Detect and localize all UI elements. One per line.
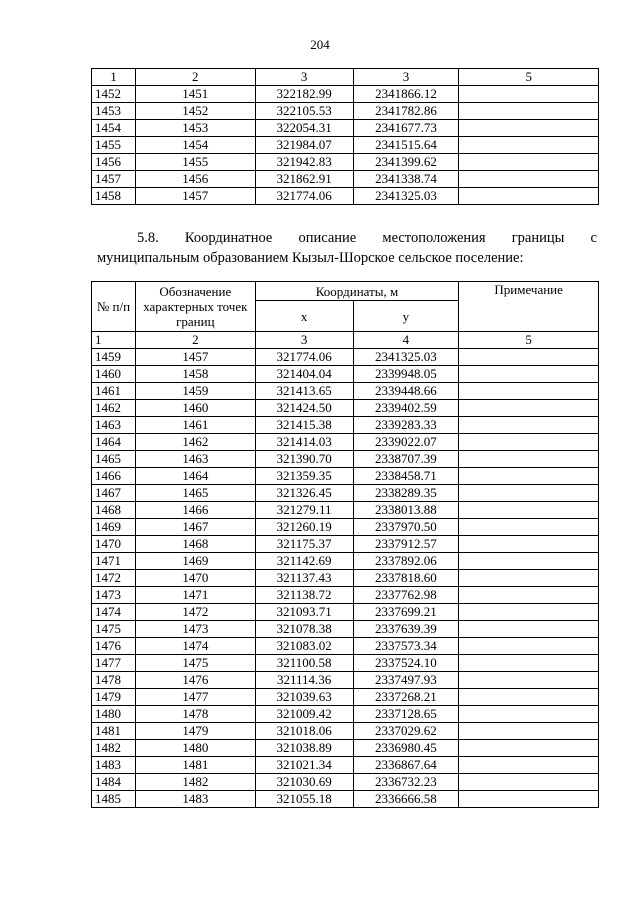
cell-number: 1484 <box>92 774 136 791</box>
heading-word: описание <box>298 230 357 246</box>
cell-note <box>459 655 599 672</box>
cell-number: 1466 <box>92 468 136 485</box>
cell-note <box>459 570 599 587</box>
cell-number: 1453 <box>92 103 136 120</box>
cell-y: 2337573.34 <box>353 638 459 655</box>
cell-y: 2337699.21 <box>353 604 459 621</box>
header-x: x <box>255 301 353 332</box>
cell-y: 2336867.64 <box>353 757 459 774</box>
index-cell: 5 <box>459 332 599 349</box>
cell-number: 1477 <box>92 655 136 672</box>
table-row <box>92 171 599 188</box>
header-y: y <box>353 301 459 332</box>
cell-point: 1480 <box>135 740 255 757</box>
header-cell: 3 <box>353 69 459 86</box>
cell-note <box>459 621 599 638</box>
cell-note <box>459 154 599 171</box>
cell-x: 321862.91 <box>255 171 353 188</box>
cell-point: 1469 <box>135 553 255 570</box>
cell-number: 1456 <box>92 154 136 171</box>
cell-y: 2341338.74 <box>353 171 459 188</box>
cell-x: 321175.37 <box>255 536 353 553</box>
table-row <box>92 723 599 740</box>
header-point: Обозначение характерных точек границ <box>135 282 255 332</box>
cell-x: 321774.06 <box>255 188 353 205</box>
cell-number: 1452 <box>92 86 136 103</box>
cell-x: 321404.04 <box>255 366 353 383</box>
cell-note <box>459 366 599 383</box>
cell-note <box>459 791 599 808</box>
header-cell: 2 <box>135 69 255 86</box>
cell-x: 321083.02 <box>255 638 353 655</box>
cell-note <box>459 188 599 205</box>
cell-y: 2337524.10 <box>353 655 459 672</box>
cell-x: 321114.36 <box>255 672 353 689</box>
table-row <box>92 757 599 774</box>
cell-y: 2338289.35 <box>353 485 459 502</box>
table-row <box>92 349 599 366</box>
cell-point: 1454 <box>135 137 255 154</box>
table-row <box>92 366 599 383</box>
cell-y: 2341677.73 <box>353 120 459 137</box>
cell-point: 1466 <box>135 502 255 519</box>
index-cell: 3 <box>255 332 353 349</box>
index-cell: 4 <box>353 332 459 349</box>
cell-x: 321984.07 <box>255 137 353 154</box>
table-row <box>92 400 599 417</box>
table-row <box>92 706 599 723</box>
table-row <box>92 638 599 655</box>
cell-y: 2341325.03 <box>353 188 459 205</box>
cell-y: 2338707.39 <box>353 451 459 468</box>
cell-x: 321030.69 <box>255 774 353 791</box>
heading-word: с <box>590 230 597 246</box>
cell-x: 321038.89 <box>255 740 353 757</box>
table-row <box>92 519 599 536</box>
cell-point: 1478 <box>135 706 255 723</box>
cell-y: 2341782.86 <box>353 103 459 120</box>
cell-x: 321039.63 <box>255 689 353 706</box>
cell-note <box>459 451 599 468</box>
cell-point: 1465 <box>135 485 255 502</box>
table-row <box>92 154 599 171</box>
table-row <box>92 587 599 604</box>
cell-note <box>459 171 599 188</box>
cell-note <box>459 706 599 723</box>
cell-note <box>459 723 599 740</box>
cell-x: 321142.69 <box>255 553 353 570</box>
cell-note <box>459 689 599 706</box>
table-row <box>92 502 599 519</box>
table-row <box>92 383 599 400</box>
table-row <box>92 689 599 706</box>
cell-point: 1452 <box>135 103 255 120</box>
coordinates-table <box>91 281 599 808</box>
cell-y: 2338458.71 <box>353 468 459 485</box>
cell-note <box>459 86 599 103</box>
cell-number: 1469 <box>92 519 136 536</box>
cell-number: 1474 <box>92 604 136 621</box>
cell-note <box>459 349 599 366</box>
cell-x: 322105.53 <box>255 103 353 120</box>
cell-x: 321021.34 <box>255 757 353 774</box>
cell-y: 2336980.45 <box>353 740 459 757</box>
cell-x: 321093.71 <box>255 604 353 621</box>
cell-point: 1473 <box>135 621 255 638</box>
table-row <box>92 434 599 451</box>
cell-x: 321018.06 <box>255 723 353 740</box>
cell-y: 2341399.62 <box>353 154 459 171</box>
cell-y: 2339948.05 <box>353 366 459 383</box>
table-row <box>92 791 599 808</box>
cell-y: 2341325.03 <box>353 349 459 366</box>
cell-number: 1465 <box>92 451 136 468</box>
table-row <box>92 485 599 502</box>
table-row <box>92 672 599 689</box>
cell-y: 2337268.21 <box>353 689 459 706</box>
cell-point: 1483 <box>135 791 255 808</box>
cell-note <box>459 103 599 120</box>
cell-y: 2341866.12 <box>353 86 459 103</box>
cell-point: 1481 <box>135 757 255 774</box>
cell-x: 321078.38 <box>255 621 353 638</box>
cell-number: 1471 <box>92 553 136 570</box>
cell-point: 1479 <box>135 723 255 740</box>
table-row <box>92 137 599 154</box>
cell-y: 2339283.33 <box>353 417 459 434</box>
cell-number: 1476 <box>92 638 136 655</box>
cell-x: 321359.35 <box>255 468 353 485</box>
cell-x: 321415.38 <box>255 417 353 434</box>
cell-number: 1482 <box>92 740 136 757</box>
cell-number: 1461 <box>92 383 136 400</box>
cell-y: 2339448.66 <box>353 383 459 400</box>
cell-x: 321390.70 <box>255 451 353 468</box>
cell-point: 1451 <box>135 86 255 103</box>
cell-point: 1456 <box>135 171 255 188</box>
cell-point: 1474 <box>135 638 255 655</box>
cell-point: 1457 <box>135 349 255 366</box>
cell-note <box>459 137 599 154</box>
header-coordinates: Координаты, м <box>255 282 459 301</box>
header-number: № п/п <box>92 282 136 332</box>
cell-point: 1468 <box>135 536 255 553</box>
cell-x: 321009.42 <box>255 706 353 723</box>
cell-y: 2337029.62 <box>353 723 459 740</box>
cell-number: 1457 <box>92 171 136 188</box>
table-row <box>92 655 599 672</box>
cell-number: 1459 <box>92 349 136 366</box>
cell-number: 1463 <box>92 417 136 434</box>
cell-point: 1457 <box>135 188 255 205</box>
cell-y: 2338013.88 <box>353 502 459 519</box>
cell-number: 1483 <box>92 757 136 774</box>
cell-note <box>459 672 599 689</box>
index-cell: 1 <box>92 332 136 349</box>
cell-point: 1462 <box>135 434 255 451</box>
cell-y: 2339022.07 <box>353 434 459 451</box>
cell-y: 2336666.58 <box>353 791 459 808</box>
cell-y: 2337639.39 <box>353 621 459 638</box>
cell-point: 1470 <box>135 570 255 587</box>
table-row <box>92 468 599 485</box>
cell-number: 1458 <box>92 188 136 205</box>
cell-y: 2337762.98 <box>353 587 459 604</box>
cell-point: 1475 <box>135 655 255 672</box>
cell-point: 1471 <box>135 587 255 604</box>
header-cell: 1 <box>92 69 136 86</box>
heading-word: границы <box>511 230 565 246</box>
table-row <box>92 86 599 103</box>
cell-x: 321326.45 <box>255 485 353 502</box>
cell-point: 1455 <box>135 154 255 171</box>
cell-point: 1460 <box>135 400 255 417</box>
cell-x: 321138.72 <box>255 587 353 604</box>
cell-number: 1468 <box>92 502 136 519</box>
cell-y: 2337128.65 <box>353 706 459 723</box>
cell-number: 1475 <box>92 621 136 638</box>
section-number: 5.8. <box>137 230 159 246</box>
cell-x: 321413.65 <box>255 383 353 400</box>
cell-note <box>459 774 599 791</box>
cell-number: 1472 <box>92 570 136 587</box>
header-note: Примечание <box>459 282 599 332</box>
table-row <box>92 188 599 205</box>
table-row <box>92 740 599 757</box>
cell-point: 1467 <box>135 519 255 536</box>
section-heading-line-2: муниципальным образованием Кызыл-Шорское сельское поселение: <box>97 250 524 266</box>
table-header-row <box>92 282 599 301</box>
cell-number: 1455 <box>92 137 136 154</box>
header-cell: 3 <box>255 69 353 86</box>
cell-x: 321414.03 <box>255 434 353 451</box>
cell-y: 2337892.06 <box>353 553 459 570</box>
header-cell: 5 <box>459 69 599 86</box>
table-row <box>92 103 599 120</box>
cell-x: 321279.11 <box>255 502 353 519</box>
table-row <box>92 774 599 791</box>
cell-number: 1479 <box>92 689 136 706</box>
cell-note <box>459 120 599 137</box>
table-row <box>92 570 599 587</box>
cell-number: 1485 <box>92 791 136 808</box>
table-index-row <box>92 332 599 349</box>
coordinates-table-continued <box>91 68 599 205</box>
section-heading <box>97 228 597 268</box>
page-number: 204 <box>310 37 330 52</box>
cell-note <box>459 434 599 451</box>
cell-y: 2339402.59 <box>353 400 459 417</box>
cell-number: 1473 <box>92 587 136 604</box>
table-row <box>92 621 599 638</box>
table-row <box>92 553 599 570</box>
cell-x: 321137.43 <box>255 570 353 587</box>
table-row <box>92 536 599 553</box>
cell-note <box>459 468 599 485</box>
cell-point: 1459 <box>135 383 255 400</box>
cell-point: 1464 <box>135 468 255 485</box>
cell-note <box>459 604 599 621</box>
cell-x: 322054.31 <box>255 120 353 137</box>
cell-note <box>459 383 599 400</box>
cell-number: 1460 <box>92 366 136 383</box>
index-cell: 2 <box>135 332 255 349</box>
cell-note <box>459 400 599 417</box>
table-row <box>92 451 599 468</box>
cell-number: 1481 <box>92 723 136 740</box>
section-heading-line-1 <box>97 228 597 248</box>
cell-y: 2337912.57 <box>353 536 459 553</box>
cell-number: 1464 <box>92 434 136 451</box>
cell-number: 1467 <box>92 485 136 502</box>
cell-y: 2336732.23 <box>353 774 459 791</box>
cell-x: 321055.18 <box>255 791 353 808</box>
cell-number: 1470 <box>92 536 136 553</box>
cell-y: 2337497.93 <box>353 672 459 689</box>
cell-note <box>459 519 599 536</box>
cell-note <box>459 740 599 757</box>
cell-point: 1463 <box>135 451 255 468</box>
heading-word: местоположения <box>382 230 486 246</box>
cell-note <box>459 587 599 604</box>
cell-point: 1482 <box>135 774 255 791</box>
table-body <box>92 86 599 205</box>
cell-number: 1478 <box>92 672 136 689</box>
cell-note <box>459 502 599 519</box>
cell-x: 321424.50 <box>255 400 353 417</box>
cell-x: 321774.06 <box>255 349 353 366</box>
cell-point: 1472 <box>135 604 255 621</box>
cell-x: 321100.58 <box>255 655 353 672</box>
cell-point: 1461 <box>135 417 255 434</box>
cell-note <box>459 485 599 502</box>
cell-y: 2341515.64 <box>353 137 459 154</box>
cell-y: 2337818.60 <box>353 570 459 587</box>
heading-word: Координатное <box>184 230 273 246</box>
cell-point: 1476 <box>135 672 255 689</box>
table-header-row <box>92 69 599 86</box>
cell-number: 1454 <box>92 120 136 137</box>
cell-y: 2337970.50 <box>353 519 459 536</box>
cell-note <box>459 536 599 553</box>
cell-point: 1477 <box>135 689 255 706</box>
table-row <box>92 120 599 137</box>
cell-x: 321260.19 <box>255 519 353 536</box>
cell-point: 1453 <box>135 120 255 137</box>
table-body <box>92 349 599 808</box>
cell-note <box>459 757 599 774</box>
cell-note <box>459 638 599 655</box>
cell-number: 1462 <box>92 400 136 417</box>
cell-x: 321942.83 <box>255 154 353 171</box>
cell-point: 1458 <box>135 366 255 383</box>
cell-x: 322182.99 <box>255 86 353 103</box>
table-row <box>92 417 599 434</box>
cell-number: 1480 <box>92 706 136 723</box>
cell-note <box>459 553 599 570</box>
table-row <box>92 604 599 621</box>
cell-note <box>459 417 599 434</box>
